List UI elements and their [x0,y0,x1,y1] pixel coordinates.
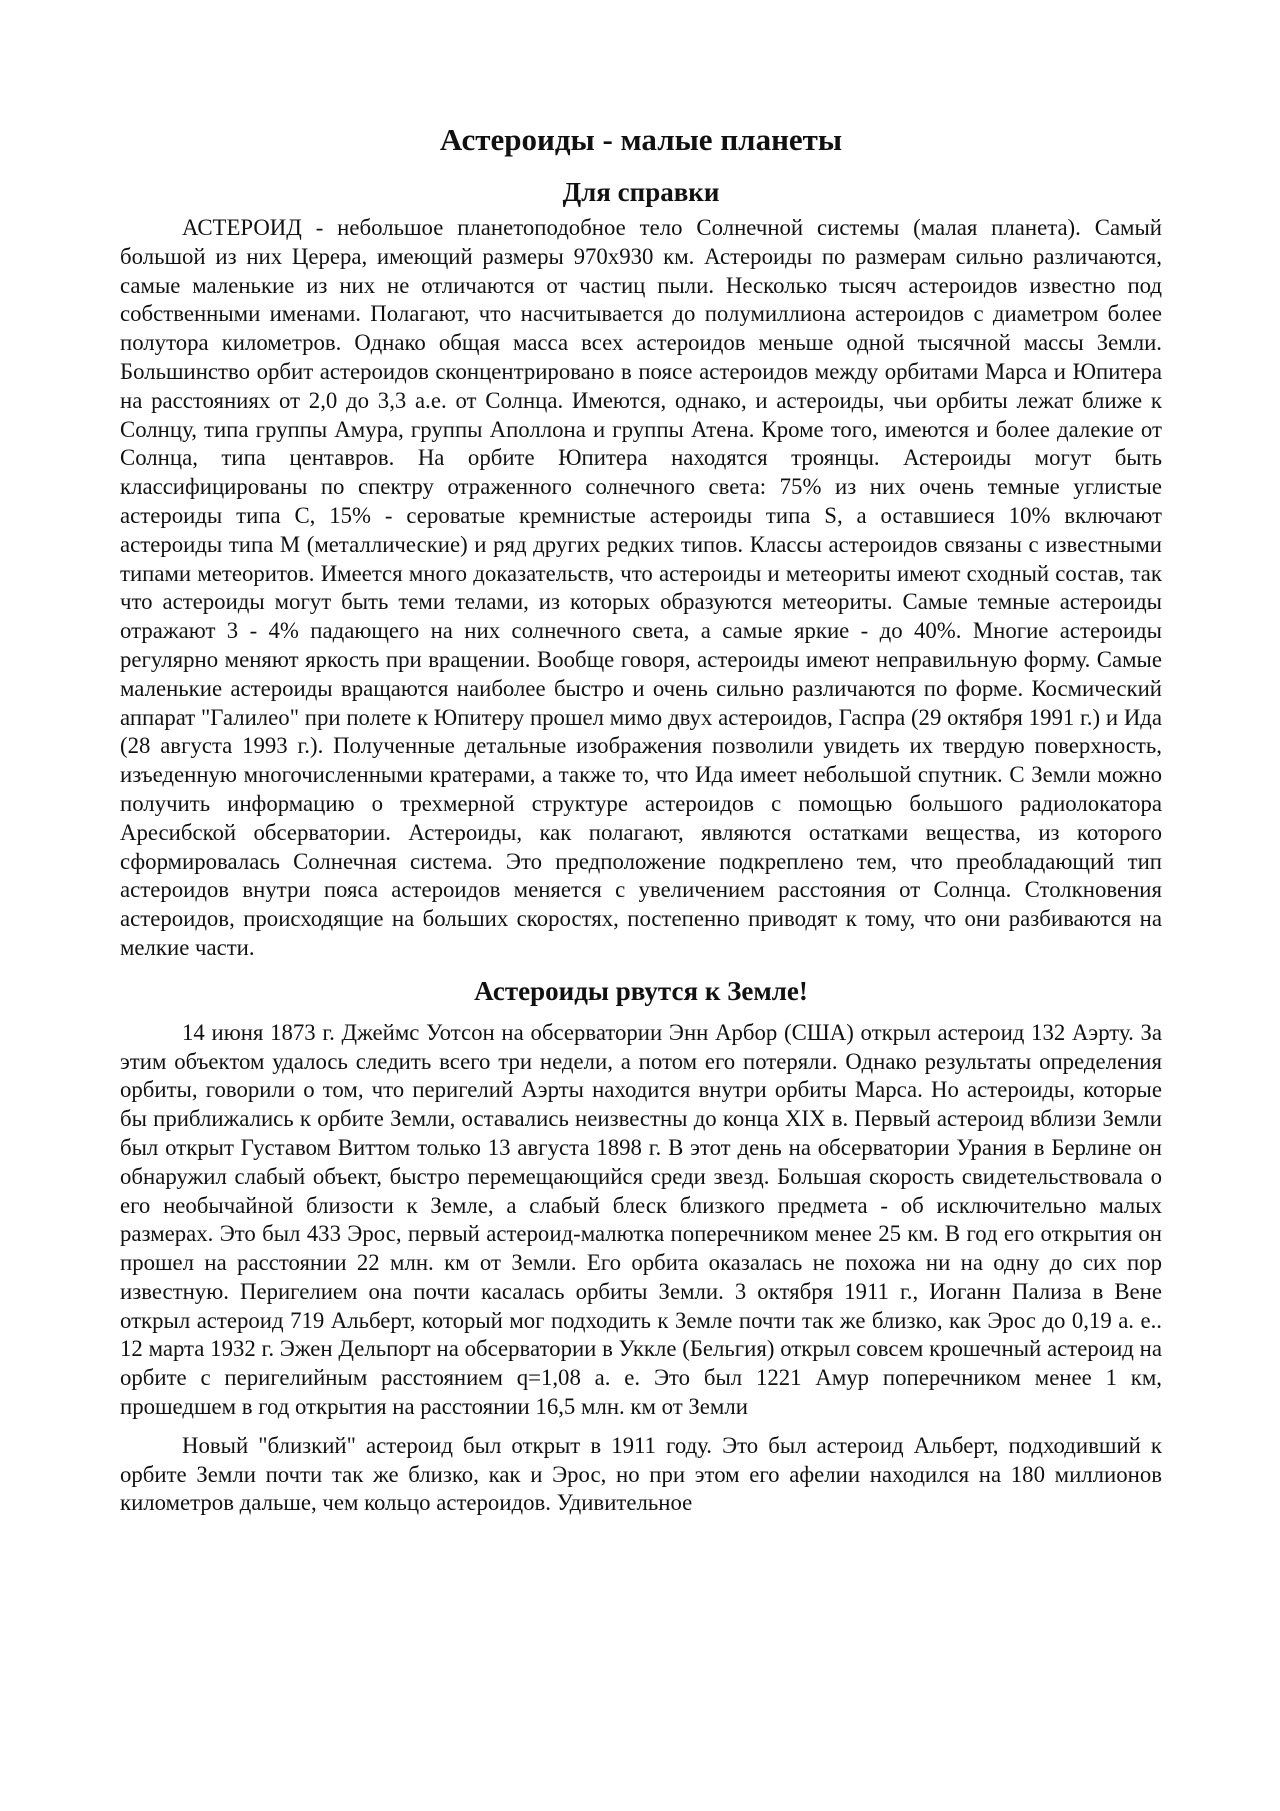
paragraph-discovery-history: 14 июня 1873 г. Джеймс Уотсон на обсерватории Энн Арбор (США) открыл астероид 132 Аэрту. За этим объектом удалось следить всего три недели, а потом его потеряли. Однако результаты определения орбиты, говорили о том, что перигелий Аэрты находится внутри орбиты Марса. Но астероиды, которые бы приближались к орбите Земли, оставались неизвестны до конца XIX в. Первый астероид вблизи Земли был открыт Густавом Виттом только 13 августа 1898 г. В этот день на обсерватории Урания в Берлине он обнаружил слабый объект, быстро перемещающийся среди звезд. Большая скорость свидетельствовала о его необычайной близости к Земле, а слабый блеск близкого предмета - об исключительно малых размерах. Это был 433 Эрос, первый астероид-малютка поперечником менее 25 км. В год его открытия он прошел на расстоянии 22 млн. км от Земли. Его орбита оказалась не похожа ни на одну до сих пор известную. Перигелием она почти касалась орбиты Земли. 3 октября 1911 г., Иоганн Пализа в Вене открыл астероид 719 Альберт, который мог подходить к Земле почти так же близко, как Эрос до 0,19 а. е.. 12 марта 1932 г. Эжен Дельпорт на обсерватории в Уккле (Бельгия) открыл совсем крошечный астероид на орбите с перигелийным расстоянием q=1,08 а. е. Это был 1221 Амур поперечником менее 1 км, прошедшем в год открытия на расстоянии 16,5 млн. км от Земли [120,1019,1162,1420]
document-page [120,120,1162,1518]
paragraph-asteroid-definition: АСТЕРОИД - небольшое планетоподобное тело Солнечной системы (малая планета). Самый большой из них Церера, имеющий размеры 970х930 км. Астероиды по размерам сильно различаются, самые маленькие из них не отличаются от частиц пыли. Несколько тысяч астероидов известно под собственными именами. Полагают, что насчитывается до полумиллиона астероидов с диаметром более полутора километров. Однако общая масса всех астероидов меньше одной тысячной массы Земли. Большинство орбит астероидов сконцентрировано в поясе астероидов между орбитами Марса и Юпитера на расстояниях от 2,0 до 3,3 а.е. от Солнца. Имеются, однако, и астероиды, чьи орбиты лежат ближе к Солнцу, типа группы Амура, группы Аполлона и группы Атена. Кроме того, имеются и более далекие от Солнца, типа центавров. На орбите Юпитера находятся троянцы. Астероиды могут быть классифицированы по спектру отраженного солнечного света: 75% из них очень темные углистые астероиды типа С, 15% - сероватые кремнистые астероиды типа S, а оставшиеся 10% включают астероиды типа М (металлические) и ряд других редких типов. Классы астероидов связаны с известными типами метеоритов. Имеется много доказательств, что астероиды и метеориты имеют сходный состав, так что астероиды могут быть теми телами, из которых образуются метеориты. Самые темные астероиды отражают 3 - 4% падающего на них солнечного света, а самые яркие - до 40%. Многие астероиды регулярно меняют яркость при вращении. Вообще говоря, астероиды имеют неправильную форму. Самые маленькие астероиды вращаются наиболее быстро и очень сильно различаются по форме. Космический аппарат "Галилео" при полете к Юпитеру прошел мимо двух астероидов, Гаспра (29 октября 1991 г.) и Ида (28 августа 1993 г.). Полученные детальные изображения позволили увидеть их твердую поверхность, изъеденную многочисленными кратерами, а также то, что Ида имеет небольшой спутник. С Земли можно получить информацию о трехмерной структуре астероидов с помощью большого радиолокатора Аресибской обсерватории. Астероиды, как полагают, являются остатками вещества, из которого сформировалась Солнечная система. Это предположение подкреплено тем, что преобладающий тип астероидов внутри пояса астероидов меняется с увеличением расстояния от Солнца. Столкновения астероидов, происходящие на больших скоростях, постепенно приводят к тому, что они разбиваются на мелкие части. [120,215,1162,960]
section-heading-asteroids-to-earth: Астероиды рвутся к Земле! [474,975,808,1006]
section-heading-reference: Для справки [562,177,720,207]
paragraph-albert-asteroid: Новый "близкий" астероид был открыт в 1911 году. Это был астероид Альберт, подходивший к орбите Земли почти так же близко, как и Эрос, но при этом его афелии находился на 180 миллионов километров дальше, чем кольцо астероидов. Удивительное [120,1432,1162,1516]
document-title: Астероиды - малые планеты [439,122,843,157]
